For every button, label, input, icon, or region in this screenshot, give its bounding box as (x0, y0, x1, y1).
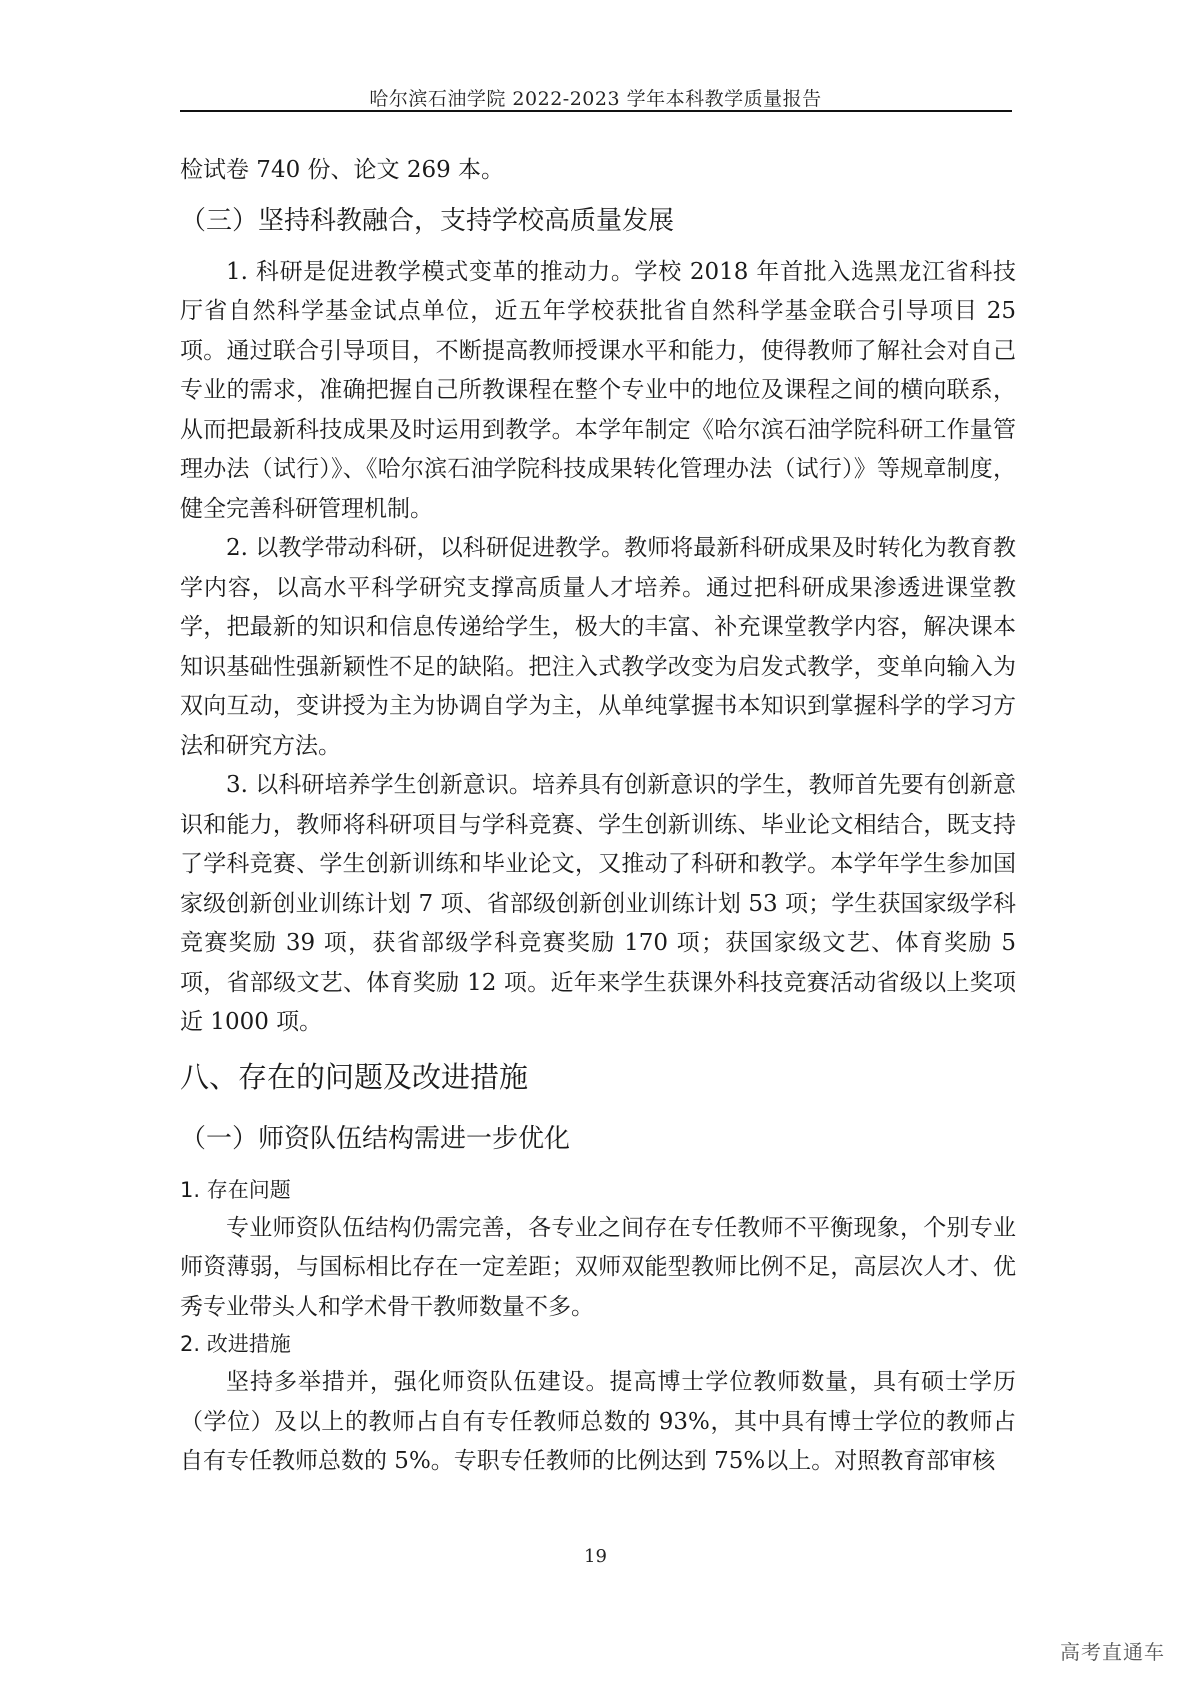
carryover-text: 检试卷 740 份、论文 269 本。 (180, 157, 505, 183)
paragraph-3: 3. 以科研培养学生创新意识。培养具有创新意识的学生，教师首先要有创新意识和能力，教师将科研项目与学科竞赛、学生创新训练、毕业论文相结合，既支持了学科竞赛、学生创新训练和毕业论文，又推动了科研和教学。本学年学生参加国家级创新创业训练计划 7 项、省部级创新创业训练计划 53 项；学生获国家级学科竞赛奖励 39 项，获省部级学科竞赛奖励 170 项；获国家级文艺、体育奖励 5 项，省部级文艺、体育奖励 12 项。近年来学生获课外科技竞赛活动省级以上奖项近 1000 项。 (180, 772, 1016, 1035)
item-2-heading: 2. 改进措施 (180, 1332, 291, 1356)
item-1-text: 专业师资队伍结构仍需完善，各专业之间存在专任教师不平衡现象，个别专业师资薄弱，与国标相比存在一定差距；双师双能型教师比例不足，高层次人才、优秀专业带头人和学术骨干教师数量不多。 (180, 1214, 1016, 1320)
chapter-8-heading: 八、存在的问题及改进措施 (180, 1059, 529, 1094)
page-number: 19 (584, 1546, 607, 1567)
running-header: 哈尔滨石油学院 2022-2023 学年本科教学质量报告 (369, 88, 822, 110)
header-rule (180, 110, 1012, 112)
paragraph-1: 1. 科研是促进教学模式变革的推动力。学校 2018 年首批入选黑龙江省科技厅省自然科学基金试点单位，近五年学校获批省自然科学基金联合引导项目 25 项。通过联合引导项目，不断提高教师授课水平和能力，使得教师了解社会对自己专业的需求，准确把握自己所教课程在整个专业中的地位及课程之间的横向联系，从而把最新科技成果及时运用到教学。本学年制定《哈尔滨石油学院科研工作量管理办法（试行）》、《哈尔滨石油学院科技成果转化管理办法（试行）》等规章制度，健全完善科研管理机制。 (180, 258, 1016, 522)
section-1-heading: （一）师资队伍结构需进一步优化 (180, 1123, 571, 1154)
section-3-heading: （三）坚持科教融合，支持学校高质量发展 (180, 205, 675, 236)
page-body (180, 151, 1016, 1482)
paragraph-2: 2. 以教学带动科研，以科研促进教学。教师将最新科研成果及时转化为教育教学内容，以高水平科学研究支撑高质量人才培养。通过把科研成果渗透进课堂教学，把最新的知识和信息传递给学生，极大的丰富、补充课堂教学内容，解决课本知识基础性强新颖性不足的缺陷。把注入式教学改变为启发式教学，变单向输入为双向互动，变讲授为主为协调自学为主，从单纯掌握书本知识到掌握科学的学习方法和研究方法。 (180, 535, 1016, 759)
watermark-text: 高考直通车 (1060, 1640, 1165, 1664)
item-2-text: 坚持多举措并，强化师资队伍建设。提高博士学位教师数量，具有硕士学历（学位）及以上的教师占自有专任教师总数的 93%，其中具有博士学位的教师占自有专任教师总数的 5%。专职专任教师的比例达到 75%以上。对照教育部审核 (180, 1369, 1016, 1474)
item-1-heading: 1. 存在问题 (180, 1177, 291, 1202)
